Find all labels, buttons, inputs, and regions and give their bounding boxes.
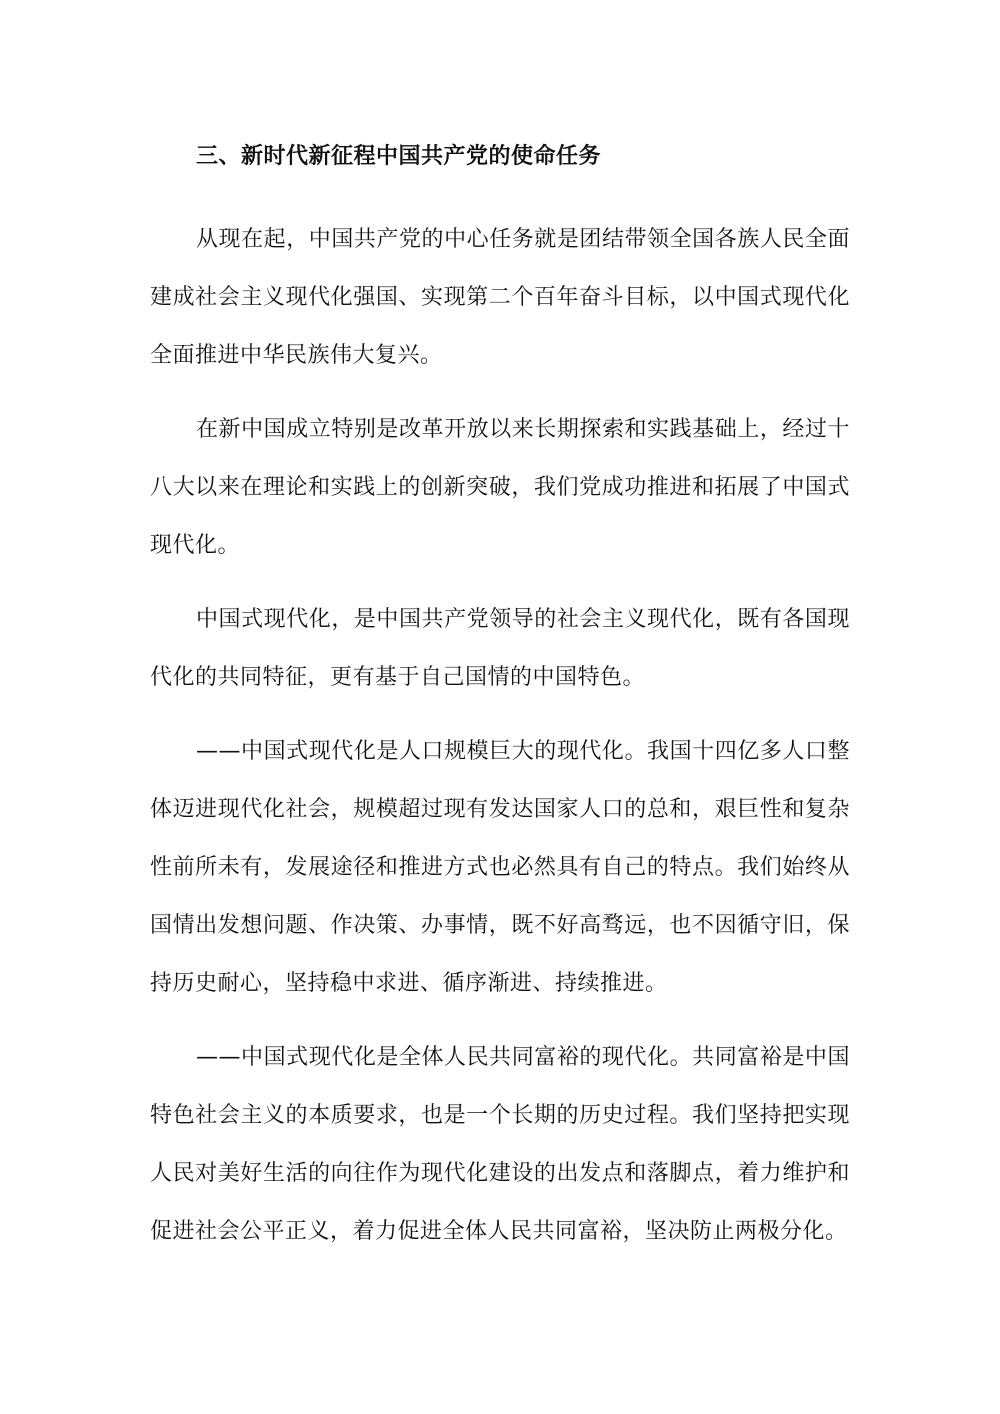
spacer bbox=[150, 575, 850, 591]
paragraph-line: 特色社会主义的本质要求，也是一个长期的历史过程。我们坚持把实现 bbox=[150, 1103, 850, 1128]
paragraph-line: 促进社会公平正义，着力促进全体人民共同富裕，坚决防止两极分化。 bbox=[150, 1219, 848, 1244]
paragraph-line: 在新中国成立特别是改革开放以来长期探索和实践基础上，经过十 bbox=[196, 417, 850, 442]
paragraph-line: 人民对美好生活的向往作为现代化建设的出发点和落脚点，着力维护和 bbox=[150, 1161, 850, 1186]
paragraph-line: 性前所未有，发展途径和推进方式也必然具有自己的特点。我们始终从 bbox=[150, 855, 850, 880]
paragraph-line: 现代化。 bbox=[150, 533, 241, 558]
paragraph-line: 从现在起，中国共产党的中心任务就是团结带领全国各族人民全面 bbox=[196, 227, 850, 252]
paragraph-line: 建成社会主义现代化强国、实现第二个百年奋斗目标，以中国式现代化 bbox=[150, 285, 850, 310]
paragraph-line: ——中国式现代化是全体人民共同富裕的现代化。共同富裕是中国 bbox=[196, 1045, 850, 1070]
paragraph-line: 八大以来在理论和实践上的创新突破，我们党成功推进和拓展了中国式 bbox=[150, 475, 850, 500]
paragraph-line: 中国式现代化，是中国共产党领导的社会主义现代化，既有各国现 bbox=[196, 607, 850, 632]
paragraph-1 bbox=[150, 211, 850, 385]
document-body bbox=[150, 138, 850, 1261]
paragraph-3 bbox=[150, 591, 850, 707]
paragraph-line: 国情出发想问题、作决策、办事情，既不好高骛远，也不因循守旧，保 bbox=[150, 913, 850, 938]
section-heading: 三、新时代新征程中国共产党的使命任务 bbox=[196, 144, 602, 169]
spacer bbox=[150, 1013, 850, 1029]
paragraph-line: 代化的共同特征，更有基于自己国情的中国特色。 bbox=[150, 665, 646, 690]
paragraph-line: 全面推进中华民族伟大复兴。 bbox=[150, 343, 443, 368]
spacer bbox=[150, 176, 850, 211]
paragraph-4 bbox=[150, 723, 850, 1013]
paragraph-2 bbox=[150, 401, 850, 575]
spacer bbox=[150, 385, 850, 401]
paragraph-line: ——中国式现代化是人口规模巨大的现代化。我国十四亿多人口整 bbox=[196, 739, 850, 764]
paragraph-line: 体迈进现代化社会，规模超过现有发达国家人口的总和，艰巨性和复杂 bbox=[150, 797, 850, 822]
paragraph-line: 持历史耐心，坚持稳中求进、循序渐进、持续推进。 bbox=[150, 971, 668, 996]
spacer bbox=[150, 707, 850, 723]
paragraph-5 bbox=[150, 1029, 850, 1261]
